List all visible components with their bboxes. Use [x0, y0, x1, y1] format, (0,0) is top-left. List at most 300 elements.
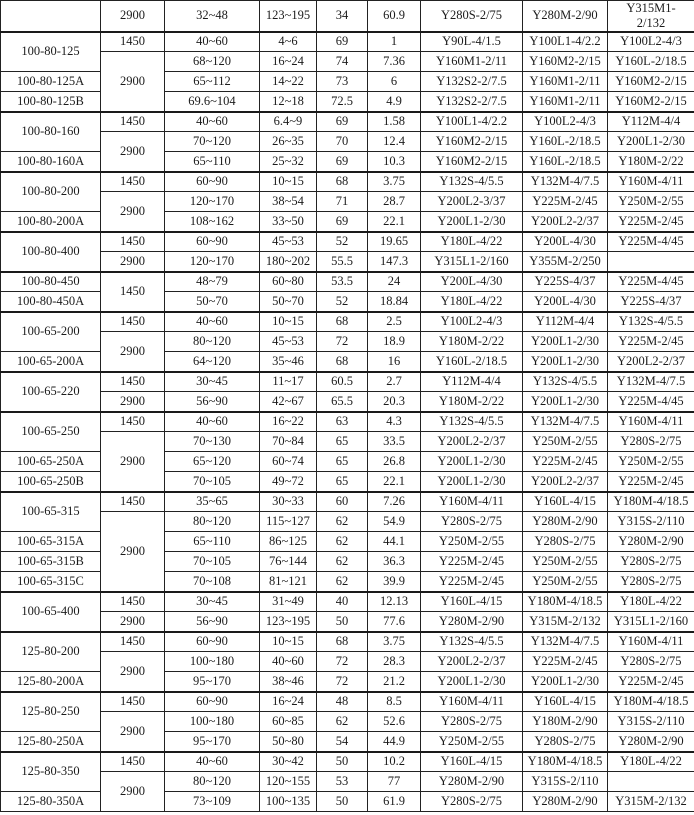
cell-model: 125-80-200A [1, 672, 101, 692]
cell-motor-option-1: Y200L2-2/37 [421, 432, 523, 452]
cell-motor-option-2: Y160L-4/15 [523, 492, 608, 512]
cell-motor-option-3: Y160M-4/11 [608, 412, 694, 432]
cell-motor-option-3: Y280S-2/75 [608, 572, 694, 592]
cell-head-range: 38~54 [260, 192, 317, 212]
cell-model: 125-80-250 [1, 692, 101, 732]
cell-head-range: 42~67 [260, 392, 317, 412]
cell-speed-rpm: 1450 [101, 312, 165, 332]
table-row [1, 592, 694, 612]
cell-head-range: 10~15 [260, 632, 317, 652]
cell-efficiency: 62 [317, 552, 368, 572]
cell-motor-option-3: Y160M2-2/15 [608, 72, 694, 92]
cell-power: 22.1 [368, 212, 421, 232]
cell-model: 100-80-125A [1, 72, 101, 92]
cell-motor-option-1: Y160M2-2/15 [421, 132, 523, 152]
cell-motor-option-1: Y200L1-2/30 [421, 472, 523, 492]
cell-flow-range: 60~90 [165, 232, 260, 252]
cell-power: 1.58 [368, 112, 421, 132]
cell-speed-rpm: 2900 [101, 612, 165, 632]
cell-power: 4.3 [368, 412, 421, 432]
cell-head-range: 49~72 [260, 472, 317, 492]
cell-speed-rpm: 2900 [101, 392, 165, 412]
table-row [1, 412, 694, 432]
cell-motor-option-3: Y225M-2/45 [608, 332, 694, 352]
cell-flow-range: 65~110 [165, 152, 260, 172]
cell-head-range: 25~32 [260, 152, 317, 172]
cell-model: 100-65-200A [1, 352, 101, 372]
cell-head-range: 115~127 [260, 512, 317, 532]
cell-speed-rpm: 1450 [101, 172, 165, 192]
cell-efficiency: 72 [317, 332, 368, 352]
cell-speed-rpm: 1450 [101, 692, 165, 712]
table-row [1, 172, 694, 192]
cell-head-range: 50~70 [260, 292, 317, 312]
cell-head-range: 60~80 [260, 272, 317, 292]
cell-flow-range: 48~79 [165, 272, 260, 292]
cell-motor-option-1: Y250M-2/55 [421, 732, 523, 752]
cell-model: 100-65-315 [1, 492, 101, 532]
cell-motor-option-2: Y225M-2/45 [523, 652, 608, 672]
cell-efficiency: 62 [317, 512, 368, 532]
cell-head-range: 123~195 [260, 612, 317, 632]
cell-motor-option-1: Y280S-2/75 [421, 512, 523, 532]
cell-head-range: 31~49 [260, 592, 317, 612]
cell-speed-rpm: 1450 [101, 32, 165, 52]
cell-model: 100-65-315B [1, 552, 101, 572]
cell-efficiency: 65 [317, 472, 368, 492]
cell-speed-rpm: 2900 [101, 1, 165, 32]
cell-motor-option-1: Y132S-4/5.5 [421, 632, 523, 652]
cell-motor-option-3: Y180L-4/22 [608, 592, 694, 612]
cell-head-range: 123~195 [260, 1, 317, 32]
cell-efficiency: 73 [317, 72, 368, 92]
cell-model [1, 1, 101, 32]
cell-efficiency: 72 [317, 652, 368, 672]
cell-motor-option-1: Y200L-4/30 [421, 272, 523, 292]
cell-efficiency: 74 [317, 52, 368, 72]
cell-motor-option-3: Y280S-2/75 [608, 552, 694, 572]
cell-power: 3.75 [368, 632, 421, 652]
cell-motor-option-3: Y200L2-2/37 [608, 352, 694, 372]
cell-motor-option-3: Y280M-2/90 [608, 732, 694, 752]
cell-motor-option-3: Y225M-4/45 [608, 272, 694, 292]
cell-flow-range: 65~110 [165, 532, 260, 552]
cell-motor-option-2: Y160L-2/18.5 [523, 152, 608, 172]
cell-flow-range: 73~109 [165, 792, 260, 812]
cell-efficiency: 72.5 [317, 92, 368, 112]
cell-model: 100-65-315C [1, 572, 101, 592]
cell-flow-range: 65~112 [165, 72, 260, 92]
cell-flow-range: 100~180 [165, 712, 260, 732]
cell-motor-option-1: Y200L2-2/37 [421, 652, 523, 672]
cell-motor-option-2: Y280S-2/75 [523, 732, 608, 752]
table-row [1, 132, 694, 152]
cell-motor-option-3: Y200L1-2/30 [608, 132, 694, 152]
cell-motor-option-2: Y132M-4/7.5 [523, 172, 608, 192]
cell-model: 100-80-160A [1, 152, 101, 172]
cell-power: 2.7 [368, 372, 421, 392]
cell-model: 100-80-200 [1, 172, 101, 212]
cell-power: 52.6 [368, 712, 421, 732]
cell-head-range: 81~121 [260, 572, 317, 592]
table-row [1, 392, 694, 412]
cell-motor-option-2: Y132M-4/7.5 [523, 632, 608, 652]
cell-motor-option-2: Y160L-4/15 [523, 692, 608, 712]
cell-speed-rpm: 1450 [101, 632, 165, 652]
cell-motor-option-1: Y180M-2/22 [421, 392, 523, 412]
cell-efficiency: 72 [317, 672, 368, 692]
cell-head-range: 60~74 [260, 452, 317, 472]
cell-power: 26.8 [368, 452, 421, 472]
cell-speed-rpm: 2900 [101, 132, 165, 172]
cell-motor-option-3: Y180M-4/18.5 [608, 492, 694, 512]
cell-flow-range: 70~105 [165, 472, 260, 492]
cell-model: 100-65-400 [1, 592, 101, 632]
cell-flow-range: 32~48 [165, 1, 260, 32]
cell-head-range: 16~24 [260, 52, 317, 72]
cell-power: 12.13 [368, 592, 421, 612]
cell-flow-range: 80~120 [165, 772, 260, 792]
cell-motor-option-1: Y200L1-2/30 [421, 212, 523, 232]
cell-head-range: 10~15 [260, 172, 317, 192]
cell-efficiency: 53 [317, 772, 368, 792]
cell-flow-range: 40~60 [165, 32, 260, 52]
cell-motor-option-1: Y250M-2/55 [421, 532, 523, 552]
cell-motor-option-2: Y280M-2/90 [523, 512, 608, 532]
cell-efficiency: 52 [317, 292, 368, 312]
cell-motor-option-2: Y132S-4/5.5 [523, 372, 608, 392]
cell-motor-option-3: Y225M-2/45 [608, 472, 694, 492]
cell-motor-option-2: Y250M-2/55 [523, 432, 608, 452]
cell-flow-range: 69.6~104 [165, 92, 260, 112]
cell-power: 18.9 [368, 332, 421, 352]
cell-model: 125-80-200 [1, 632, 101, 672]
cell-power: 61.9 [368, 792, 421, 812]
cell-motor-option-2: Y250M-2/55 [523, 572, 608, 592]
cell-model: 125-80-350 [1, 752, 101, 792]
cell-head-range: 70~84 [260, 432, 317, 452]
cell-power: 22.1 [368, 472, 421, 492]
table-row [1, 432, 694, 452]
cell-efficiency: 48 [317, 692, 368, 712]
cell-motor-option-3 [608, 252, 694, 272]
cell-motor-option-3: Y280S-2/75 [608, 432, 694, 452]
table-row [1, 252, 694, 272]
table-row [1, 772, 694, 792]
cell-motor-option-1: Y200L1-2/30 [421, 672, 523, 692]
table-row [1, 192, 694, 212]
cell-head-range: 10~15 [260, 312, 317, 332]
cell-model: 100-80-160 [1, 112, 101, 152]
cell-model: 100-65-220 [1, 372, 101, 412]
cell-model: 100-65-315A [1, 532, 101, 552]
table-row [1, 332, 694, 352]
cell-motor-option-3: Y225M-4/45 [608, 392, 694, 412]
cell-flow-range: 35~65 [165, 492, 260, 512]
cell-model: 100-80-450A [1, 292, 101, 312]
cell-efficiency: 52 [317, 232, 368, 252]
cell-motor-option-3: Y315M-2/132 [608, 792, 694, 812]
table-row [1, 112, 694, 132]
cell-flow-range: 60~90 [165, 692, 260, 712]
cell-efficiency: 69 [317, 212, 368, 232]
cell-efficiency: 71 [317, 192, 368, 212]
table-row [1, 512, 694, 532]
cell-power: 1 [368, 32, 421, 52]
cell-speed-rpm: 1450 [101, 592, 165, 612]
cell-speed-rpm: 1450 [101, 752, 165, 772]
cell-power: 19.65 [368, 232, 421, 252]
cell-motor-option-3: Y280S-2/75 [608, 652, 694, 672]
cell-power: 18.84 [368, 292, 421, 312]
cell-motor-option-1: Y225M-2/45 [421, 552, 523, 572]
cell-power: 147.3 [368, 252, 421, 272]
cell-flow-range: 40~60 [165, 752, 260, 772]
cell-model: 100-80-400 [1, 232, 101, 272]
cell-efficiency: 63 [317, 412, 368, 432]
cell-motor-option-1: Y280M-2/90 [421, 772, 523, 792]
cell-flow-range: 70~105 [165, 552, 260, 572]
cell-motor-option-1: Y280M-2/90 [421, 612, 523, 632]
cell-motor-option-1: Y160L-2/18.5 [421, 352, 523, 372]
cell-motor-option-1: Y160L-4/15 [421, 592, 523, 612]
cell-efficiency: 50 [317, 612, 368, 632]
cell-speed-rpm: 1450 [101, 272, 165, 312]
cell-speed-rpm: 2900 [101, 432, 165, 492]
cell-flow-range: 56~90 [165, 392, 260, 412]
cell-efficiency: 62 [317, 712, 368, 732]
cell-efficiency: 70 [317, 132, 368, 152]
cell-speed-rpm: 1450 [101, 412, 165, 432]
cell-power: 12.4 [368, 132, 421, 152]
cell-motor-option-2: Y225M-2/45 [523, 192, 608, 212]
cell-motor-option-2: Y280S-2/75 [523, 532, 608, 552]
cell-flow-range: 70~120 [165, 132, 260, 152]
cell-model: 100-65-250A [1, 452, 101, 472]
cell-efficiency: 50 [317, 792, 368, 812]
cell-model: 100-65-250 [1, 412, 101, 452]
cell-motor-option-1: Y225M-2/45 [421, 572, 523, 592]
cell-motor-option-2: Y132M-4/7.5 [523, 412, 608, 432]
cell-flow-range: 60~90 [165, 632, 260, 652]
cell-speed-rpm: 2900 [101, 652, 165, 692]
cell-motor-option-3: Y315L1-2/160 [608, 612, 694, 632]
cell-motor-option-1: Y160M2-2/15 [421, 152, 523, 172]
cell-head-range: 50~80 [260, 732, 317, 752]
cell-efficiency: 34 [317, 1, 368, 32]
cell-speed-rpm: 1450 [101, 232, 165, 252]
cell-efficiency: 68 [317, 352, 368, 372]
cell-motor-option-1: Y100L1-4/2.2 [421, 112, 523, 132]
cell-model: 125-80-350A [1, 792, 101, 812]
cell-motor-option-1: Y280S-2/75 [421, 712, 523, 732]
cell-flow-range: 40~60 [165, 112, 260, 132]
cell-flow-range: 65~120 [165, 452, 260, 472]
cell-motor-option-1: Y315L1-2/160 [421, 252, 523, 272]
cell-flow-range: 30~45 [165, 372, 260, 392]
cell-motor-option-2: Y315M-2/132 [523, 612, 608, 632]
cell-speed-rpm: 2900 [101, 252, 165, 272]
cell-power: 21.2 [368, 672, 421, 692]
cell-motor-option-3: Y180L-4/22 [608, 752, 694, 772]
cell-motor-option-3: Y250M-2/55 [608, 452, 694, 472]
cell-speed-rpm: 1450 [101, 492, 165, 512]
cell-motor-option-1: Y180L-4/22 [421, 292, 523, 312]
cell-motor-option-2: Y250M-2/55 [523, 552, 608, 572]
cell-motor-option-2: Y160M2-2/15 [523, 52, 608, 72]
table-row [1, 272, 694, 292]
cell-motor-option-1: Y160M1-2/11 [421, 52, 523, 72]
cell-power: 77 [368, 772, 421, 792]
cell-model: 125-80-250A [1, 732, 101, 752]
cell-head-range: 45~53 [260, 232, 317, 252]
cell-efficiency: 60.5 [317, 372, 368, 392]
cell-speed-rpm: 2900 [101, 52, 165, 112]
cell-model: 100-65-200 [1, 312, 101, 352]
cell-motor-option-2: Y160L-2/18.5 [523, 132, 608, 152]
cell-head-range: 45~53 [260, 332, 317, 352]
cell-efficiency: 55.5 [317, 252, 368, 272]
cell-speed-rpm: 2900 [101, 512, 165, 592]
cell-motor-option-2: Y100L2-4/3 [523, 112, 608, 132]
cell-head-range: 11~17 [260, 372, 317, 392]
cell-motor-option-1: Y90L-4/1.5 [421, 32, 523, 52]
cell-flow-range: 120~170 [165, 252, 260, 272]
cell-motor-option-2: Y100L1-4/2.2 [523, 32, 608, 52]
cell-head-range: 12~18 [260, 92, 317, 112]
cell-flow-range: 40~60 [165, 312, 260, 332]
cell-motor-option-3: Y225M-4/45 [608, 232, 694, 252]
cell-speed-rpm: 2900 [101, 332, 165, 372]
cell-motor-option-3: Y100L2-4/3 [608, 32, 694, 52]
cell-power: 16 [368, 352, 421, 372]
cell-motor-option-2: Y200L2-2/37 [523, 472, 608, 492]
cell-motor-option-2: Y200L1-2/30 [523, 672, 608, 692]
cell-motor-option-2: Y225S-4/37 [523, 272, 608, 292]
table-row [1, 652, 694, 672]
cell-speed-rpm: 2900 [101, 772, 165, 812]
cell-efficiency: 65.5 [317, 392, 368, 412]
table-row [1, 612, 694, 632]
cell-flow-range: 56~90 [165, 612, 260, 632]
cell-flow-range: 108~162 [165, 212, 260, 232]
cell-power: 28.3 [368, 652, 421, 672]
cell-motor-option-1: Y100L2-4/3 [421, 312, 523, 332]
cell-motor-option-3: Y225M-2/45 [608, 672, 694, 692]
cell-efficiency: 69 [317, 152, 368, 172]
table-row [1, 632, 694, 652]
table-row [1, 232, 694, 252]
table-row [1, 32, 694, 52]
cell-power: 24 [368, 272, 421, 292]
cell-motor-option-1: Y280S-2/75 [421, 792, 523, 812]
cell-flow-range: 95~170 [165, 732, 260, 752]
cell-motor-option-2: Y200L-4/30 [523, 232, 608, 252]
cell-head-range: 14~22 [260, 72, 317, 92]
cell-flow-range: 80~120 [165, 332, 260, 352]
cell-motor-option-1: Y132S-4/5.5 [421, 172, 523, 192]
cell-efficiency: 62 [317, 532, 368, 552]
cell-motor-option-3: Y180M-4/18.5 [608, 692, 694, 712]
cell-flow-range: 68~120 [165, 52, 260, 72]
cell-motor-option-3: Y160M2-2/15 [608, 92, 694, 112]
cell-motor-option-3: Y132S-4/5.5 [608, 312, 694, 332]
cell-motor-option-2: Y180M-4/18.5 [523, 592, 608, 612]
cell-head-range: 120~155 [260, 772, 317, 792]
cell-power: 39.9 [368, 572, 421, 592]
cell-model: 100-80-200A [1, 212, 101, 232]
cell-motor-option-3: Y112M-4/4 [608, 112, 694, 132]
table-row [1, 372, 694, 392]
cell-head-range: 33~50 [260, 212, 317, 232]
cell-motor-option-1: Y280S-2/75 [421, 1, 523, 32]
cell-flow-range: 100~180 [165, 652, 260, 672]
cell-head-range: 86~125 [260, 532, 317, 552]
cell-head-range: 16~24 [260, 692, 317, 712]
cell-motor-option-2: Y200L1-2/30 [523, 392, 608, 412]
cell-motor-option-1: Y200L2-3/37 [421, 192, 523, 212]
cell-motor-option-2: Y180M-4/18.5 [523, 752, 608, 772]
cell-motor-option-3: Y160L-2/18.5 [608, 52, 694, 72]
cell-model: 100-65-250B [1, 472, 101, 492]
cell-flow-range: 50~70 [165, 292, 260, 312]
cell-motor-option-2: Y112M-4/4 [523, 312, 608, 332]
cell-flow-range: 60~90 [165, 172, 260, 192]
cell-efficiency: 60 [317, 492, 368, 512]
cell-power: 60.9 [368, 1, 421, 32]
cell-model: 100-80-125B [1, 92, 101, 112]
cell-power: 36.3 [368, 552, 421, 572]
cell-motor-option-1: Y160M-4/11 [421, 692, 523, 712]
cell-motor-option-2: Y160M1-2/11 [523, 92, 608, 112]
cell-efficiency: 54 [317, 732, 368, 752]
cell-power: 28.7 [368, 192, 421, 212]
cell-motor-option-1: Y160M-4/11 [421, 492, 523, 512]
cell-power: 6 [368, 72, 421, 92]
cell-efficiency: 53.5 [317, 272, 368, 292]
cell-motor-option-3: Y160M-4/11 [608, 172, 694, 192]
cell-power: 10.2 [368, 752, 421, 772]
cell-motor-option-3: Y160M-4/11 [608, 632, 694, 652]
cell-motor-option-2: Y200L1-2/30 [523, 352, 608, 372]
cell-efficiency: 68 [317, 632, 368, 652]
cell-efficiency: 69 [317, 32, 368, 52]
cell-power: 3.75 [368, 172, 421, 192]
cell-head-range: 76~144 [260, 552, 317, 572]
cell-head-range: 30~33 [260, 492, 317, 512]
cell-speed-rpm: 2900 [101, 712, 165, 752]
cell-efficiency: 69 [317, 112, 368, 132]
cell-motor-option-1: Y132S-4/5.5 [421, 412, 523, 432]
cell-motor-option-3: Y315M1-2/132 [608, 1, 694, 32]
cell-power: 10.3 [368, 152, 421, 172]
cell-head-range: 180~202 [260, 252, 317, 272]
cell-power: 7.26 [368, 492, 421, 512]
cell-head-range: 35~46 [260, 352, 317, 372]
cell-flow-range: 30~45 [165, 592, 260, 612]
cell-motor-option-2: Y200L2-2/37 [523, 212, 608, 232]
cell-efficiency: 65 [317, 452, 368, 472]
cell-head-range: 26~35 [260, 132, 317, 152]
cell-flow-range: 95~170 [165, 672, 260, 692]
table-row [1, 1, 694, 32]
cell-motor-option-1: Y180L-4/22 [421, 232, 523, 252]
cell-motor-option-3: Y225M-2/45 [608, 212, 694, 232]
cell-power: 54.9 [368, 512, 421, 532]
cell-flow-range: 70~130 [165, 432, 260, 452]
cell-motor-option-3: Y315S-2/110 [608, 712, 694, 732]
table-row [1, 492, 694, 512]
